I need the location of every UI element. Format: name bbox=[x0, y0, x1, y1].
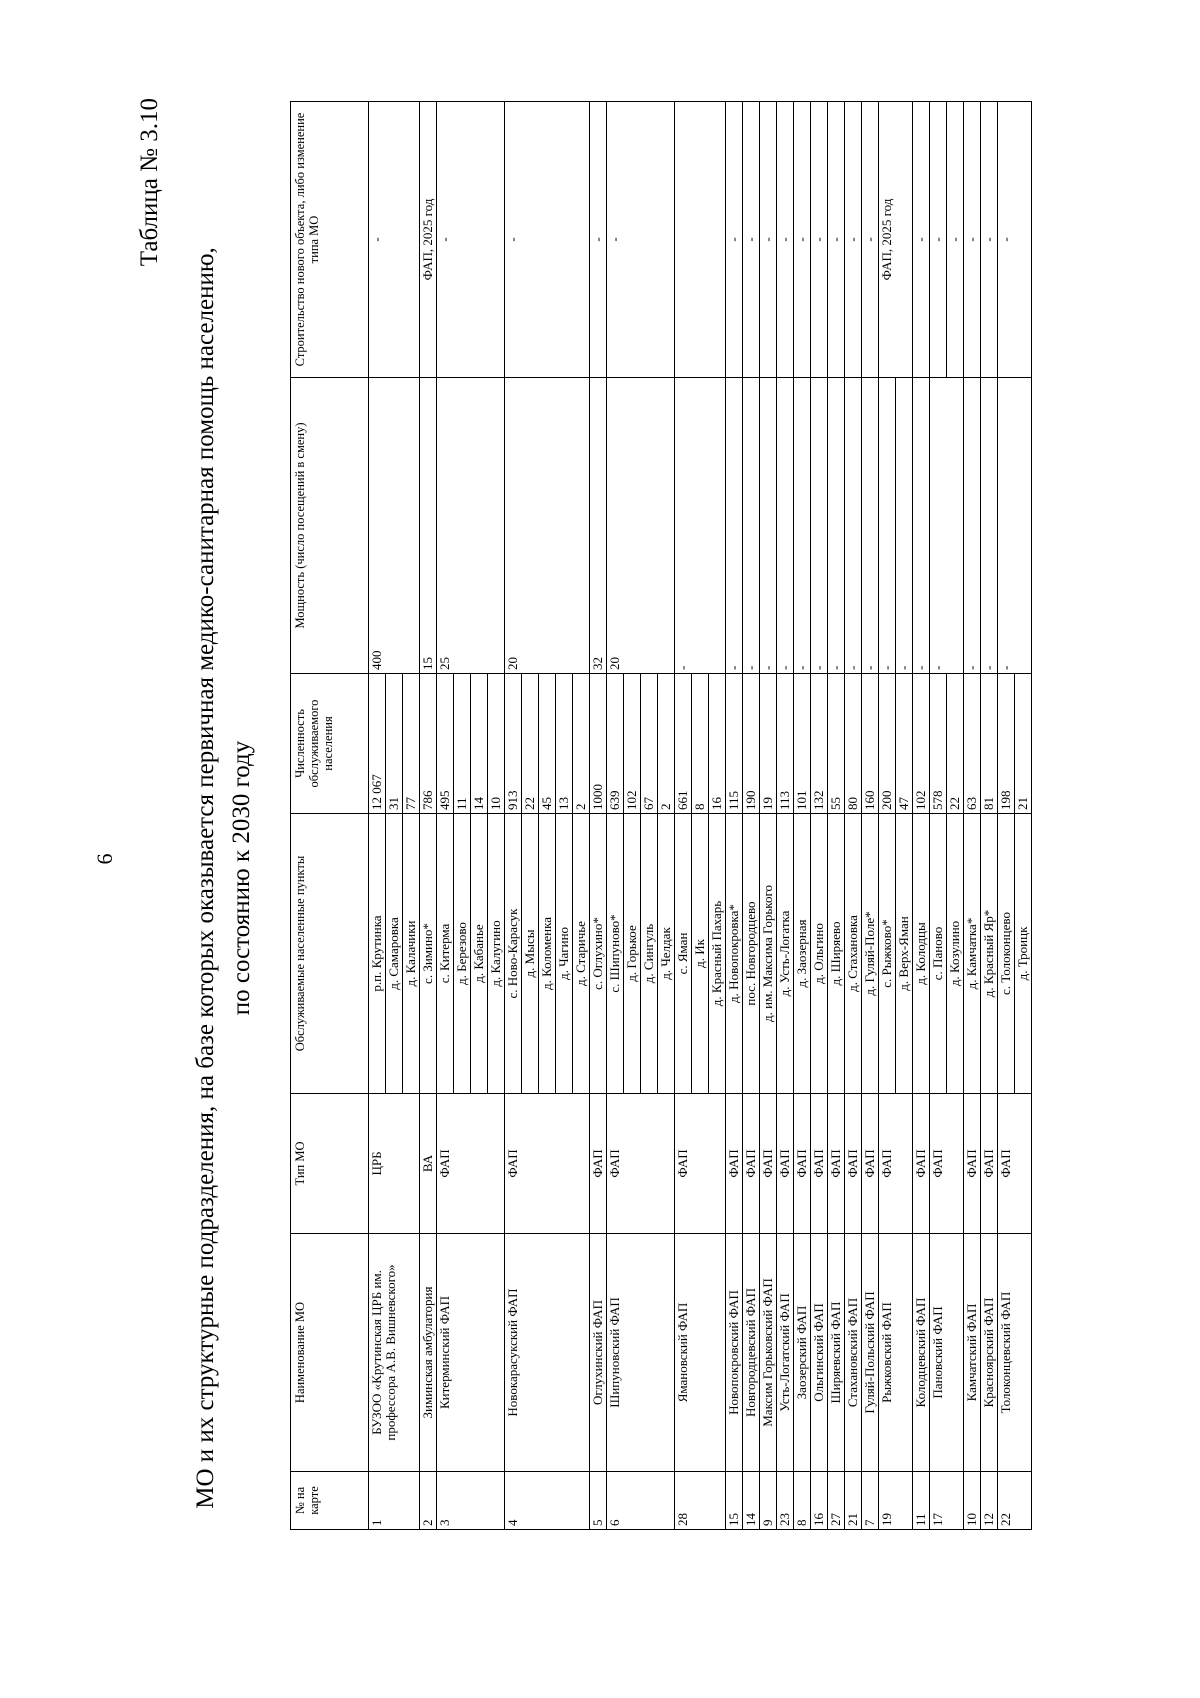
mo-name-cell: Новокарасукский ФАП bbox=[505, 1234, 590, 1472]
capacity-cell: - bbox=[811, 378, 828, 674]
mo-type-cell: ФАП bbox=[845, 1094, 862, 1234]
mo-name-cell: Ширяевский ФАП bbox=[828, 1234, 845, 1472]
mo-name-cell: Оглухинский ФАП bbox=[590, 1234, 607, 1472]
mo-type-cell: ФАП bbox=[726, 1094, 743, 1234]
header-points: Обслуживаемые населенные пункты bbox=[291, 814, 369, 1094]
construction-cell: ФАП, 2025 год bbox=[420, 102, 437, 378]
population-cell: 67 bbox=[641, 674, 658, 814]
population-cell: 198 bbox=[998, 674, 1015, 814]
population-cell: 12 067 bbox=[369, 674, 386, 814]
population-cell: 31 bbox=[386, 674, 403, 814]
table-body bbox=[369, 102, 1032, 1530]
table-row bbox=[675, 102, 692, 1530]
construction-cell: - bbox=[981, 102, 998, 378]
population-cell: 63 bbox=[964, 674, 981, 814]
construction-cell: - bbox=[811, 102, 828, 378]
settlement-cell: с. Паново bbox=[930, 814, 947, 1094]
mo-name-cell: Новопокровский ФАП bbox=[726, 1234, 743, 1472]
settlement-cell: д. Самаровка bbox=[386, 814, 403, 1094]
capacity-cell: - bbox=[896, 378, 913, 674]
capacity-cell: - bbox=[913, 378, 930, 674]
settlement-cell: д. Ширяево bbox=[828, 814, 845, 1094]
construction-cell: - bbox=[760, 102, 777, 378]
settlement-cell: р.п. Крутинка bbox=[369, 814, 386, 1094]
settlement-cell: д. Верх-Яман bbox=[896, 814, 913, 1094]
capacity-cell: 32 bbox=[590, 378, 607, 674]
map-number-cell: 16 bbox=[811, 1472, 828, 1530]
capacity-cell: 20 bbox=[505, 378, 590, 674]
settlement-cell: д. Троицк bbox=[1015, 814, 1032, 1094]
table-row bbox=[743, 102, 760, 1530]
construction-cell: - bbox=[828, 102, 845, 378]
construction-cell: ФАП, 2025 год bbox=[879, 102, 913, 378]
table-row bbox=[726, 102, 743, 1530]
settlement-cell: д. Кабанье bbox=[471, 814, 488, 1094]
table-title bbox=[188, 98, 260, 1658]
map-number-cell: 2 bbox=[420, 1472, 437, 1530]
table-row bbox=[437, 102, 454, 1530]
mo-name-cell: Зиминская амбулатория bbox=[420, 1234, 437, 1472]
population-cell: 190 bbox=[743, 674, 760, 814]
table-row bbox=[607, 102, 624, 1530]
map-number-cell: 5 bbox=[590, 1472, 607, 1530]
construction-cell: - bbox=[505, 102, 590, 378]
construction-cell: - bbox=[794, 102, 811, 378]
table-number: Таблица № 3.10 bbox=[136, 98, 163, 267]
settlement-cell: д. Красный Яр* bbox=[981, 814, 998, 1094]
construction-cell: - bbox=[726, 102, 743, 378]
capacity-cell: - bbox=[879, 378, 896, 674]
population-cell: 102 bbox=[624, 674, 641, 814]
page-number: 6 bbox=[92, 853, 117, 865]
header-type: Тип МО bbox=[291, 1094, 369, 1234]
mo-name-cell: Стахановский ФАП bbox=[845, 1234, 862, 1472]
construction-cell: - bbox=[437, 102, 505, 378]
map-number-cell: 4 bbox=[505, 1472, 590, 1530]
mo-type-cell: ФАП bbox=[743, 1094, 760, 1234]
map-number-cell: 22 bbox=[998, 1472, 1032, 1530]
mo-type-cell: ЦРБ bbox=[369, 1094, 420, 1234]
title-line-2: по состоянию к 2030 году bbox=[228, 740, 255, 1016]
population-cell: 8 bbox=[692, 674, 709, 814]
map-number-cell: 10 bbox=[964, 1472, 981, 1530]
population-cell: 14 bbox=[471, 674, 488, 814]
table-row bbox=[828, 102, 845, 1530]
settlement-cell: с. Шипуново* bbox=[607, 814, 624, 1094]
population-cell: 578 bbox=[930, 674, 947, 814]
construction-cell: - bbox=[845, 102, 862, 378]
capacity-cell: - bbox=[675, 378, 726, 674]
construction-cell: - bbox=[913, 102, 930, 378]
population-cell: 160 bbox=[862, 674, 879, 814]
capacity-cell: - bbox=[743, 378, 760, 674]
header-num: № на карте bbox=[291, 1472, 369, 1530]
table-row bbox=[879, 102, 896, 1530]
settlement-cell: с. Оглухино* bbox=[590, 814, 607, 1094]
capacity-cell: - bbox=[862, 378, 879, 674]
settlement-cell: д. Горькое bbox=[624, 814, 641, 1094]
settlement-cell: д. Челдак bbox=[658, 814, 675, 1094]
mo-type-cell: ФАП bbox=[981, 1094, 998, 1234]
population-cell: 113 bbox=[777, 674, 794, 814]
settlement-cell: д. Ольгино bbox=[811, 814, 828, 1094]
population-cell: 913 bbox=[505, 674, 522, 814]
map-number-cell: 6 bbox=[607, 1472, 675, 1530]
header-capacity: Мощность (число посещений в смену) bbox=[291, 378, 369, 674]
construction-cell: - bbox=[862, 102, 879, 378]
settlement-cell: с. Ново-Карасук bbox=[505, 814, 522, 1094]
construction-cell: - bbox=[964, 102, 981, 378]
mo-name-cell: Максим Горьковский ФАП bbox=[760, 1234, 777, 1472]
mo-name-cell: Камчатский ФАП bbox=[964, 1234, 981, 1472]
map-number-cell: 27 bbox=[828, 1472, 845, 1530]
mo-type-cell: ВА bbox=[420, 1094, 437, 1234]
settlement-cell: д. Мысы bbox=[522, 814, 539, 1094]
population-cell: 16 bbox=[709, 674, 726, 814]
population-cell: 22 bbox=[947, 674, 964, 814]
settlement-cell: д. Калугино bbox=[488, 814, 505, 1094]
capacity-cell: - bbox=[794, 378, 811, 674]
settlement-cell: д. Калачики bbox=[403, 814, 420, 1094]
construction-cell: - bbox=[998, 102, 1032, 378]
map-number-cell: 11 bbox=[913, 1472, 930, 1530]
settlement-cell: с. Толоконцево bbox=[998, 814, 1015, 1094]
population-cell: 81 bbox=[981, 674, 998, 814]
mo-name-cell: Новгородцевский ФАП bbox=[743, 1234, 760, 1472]
settlement-cell: д. Камчатка* bbox=[964, 814, 981, 1094]
mo-type-cell: ФАП bbox=[913, 1094, 930, 1234]
mo-type-cell: ФАП bbox=[590, 1094, 607, 1234]
table-row bbox=[930, 102, 947, 1530]
mo-type-cell: ФАП bbox=[811, 1094, 828, 1234]
mo-type-cell: ФАП bbox=[794, 1094, 811, 1234]
population-cell: 10 bbox=[488, 674, 505, 814]
population-cell: 2 bbox=[573, 674, 590, 814]
settlement-cell: д. Березово bbox=[454, 814, 471, 1094]
population-cell: 495 bbox=[437, 674, 454, 814]
capacity-cell: 20 bbox=[607, 378, 675, 674]
population-cell: 101 bbox=[794, 674, 811, 814]
map-number-cell: 23 bbox=[777, 1472, 794, 1530]
mo-type-cell: ФАП bbox=[777, 1094, 794, 1234]
map-number-cell: 21 bbox=[845, 1472, 862, 1530]
population-cell: 786 bbox=[420, 674, 437, 814]
mo-name-cell: Колодцевский ФАП bbox=[913, 1234, 930, 1472]
capacity-cell: - bbox=[981, 378, 998, 674]
table-row bbox=[369, 102, 386, 1530]
mo-type-cell: ФАП bbox=[862, 1094, 879, 1234]
settlement-cell: д. Гуляй-Поле* bbox=[862, 814, 879, 1094]
mo-type-cell: ФАП bbox=[675, 1094, 726, 1234]
population-cell: 661 bbox=[675, 674, 692, 814]
capacity-cell: - bbox=[998, 378, 1032, 674]
settlement-cell: с. Яман bbox=[675, 814, 692, 1094]
population-cell: 47 bbox=[896, 674, 913, 814]
construction-cell: - bbox=[369, 102, 420, 378]
table-row bbox=[981, 102, 998, 1530]
mo-type-cell: ФАП bbox=[998, 1094, 1032, 1234]
settlement-cell: д. Красный Пахарь bbox=[709, 814, 726, 1094]
map-number-cell: 1 bbox=[369, 1472, 420, 1530]
population-cell: 77 bbox=[403, 674, 420, 814]
construction-cell bbox=[675, 102, 726, 378]
population-cell: 132 bbox=[811, 674, 828, 814]
settlement-cell: д. Заозерная bbox=[794, 814, 811, 1094]
construction-cell: - bbox=[607, 102, 675, 378]
mo-type-cell: ФАП bbox=[437, 1094, 505, 1234]
map-number-cell: 17 bbox=[930, 1472, 964, 1530]
population-cell: 1000 bbox=[590, 674, 607, 814]
rotated-sheet bbox=[128, 98, 1128, 1658]
map-number-cell: 15 bbox=[726, 1472, 743, 1530]
table-row bbox=[760, 102, 777, 1530]
settlement-cell: д. Новопокровка* bbox=[726, 814, 743, 1094]
settlement-cell: д. Козулино bbox=[947, 814, 964, 1094]
table-row bbox=[862, 102, 879, 1530]
settlement-cell: д. Старичье bbox=[573, 814, 590, 1094]
population-cell: 22 bbox=[522, 674, 539, 814]
capacity-cell: 15 bbox=[420, 378, 437, 674]
capacity-cell: 25 bbox=[437, 378, 505, 674]
table-row bbox=[811, 102, 828, 1530]
population-cell: 19 bbox=[760, 674, 777, 814]
population-cell: 200 bbox=[879, 674, 896, 814]
settlement-cell: д. Стахановка bbox=[845, 814, 862, 1094]
population-cell: 45 bbox=[539, 674, 556, 814]
mo-name-cell: Заозерский ФАП bbox=[794, 1234, 811, 1472]
map-number-cell: 9 bbox=[760, 1472, 777, 1530]
construction-cell: - bbox=[590, 102, 607, 378]
title-line-1: МО и их структурные подразделения, на базе которых оказывается первичная медико-санитарная помощь населению, bbox=[192, 247, 219, 1509]
table-header-row bbox=[291, 102, 369, 1530]
mo-name-cell: Ямановский ФАП bbox=[675, 1234, 726, 1472]
table-row bbox=[964, 102, 981, 1530]
table-row bbox=[913, 102, 930, 1530]
capacity-cell: - bbox=[964, 378, 981, 674]
capacity-cell: 400 bbox=[369, 378, 420, 674]
settlement-cell: с. Китерма bbox=[437, 814, 454, 1094]
header-name: Наименование МО bbox=[291, 1234, 369, 1472]
map-number-cell: 7 bbox=[862, 1472, 879, 1530]
mo-name-cell: Шипуновский ФАП bbox=[607, 1234, 675, 1472]
table-row bbox=[777, 102, 794, 1530]
mo-name-cell: Красноярский ФАП bbox=[981, 1234, 998, 1472]
map-number-cell: 8 bbox=[794, 1472, 811, 1530]
mo-name-cell: Гуляй-Польский ФАП bbox=[862, 1234, 879, 1472]
population-cell: 2 bbox=[658, 674, 675, 814]
map-number-cell: 12 bbox=[981, 1472, 998, 1530]
map-number-cell: 19 bbox=[879, 1472, 913, 1530]
mo-name-cell: Рыжковский ФАП bbox=[879, 1234, 913, 1472]
table-row bbox=[590, 102, 607, 1530]
table-row bbox=[998, 102, 1015, 1530]
mo-name-cell: Усть-Логатский ФАП bbox=[777, 1234, 794, 1472]
population-cell: 13 bbox=[556, 674, 573, 814]
capacity-cell: - bbox=[930, 378, 964, 674]
map-number-cell: 14 bbox=[743, 1472, 760, 1530]
population-cell: 80 bbox=[845, 674, 862, 814]
mo-type-cell: ФАП bbox=[879, 1094, 913, 1234]
population-cell: 11 bbox=[454, 674, 471, 814]
population-cell: 21 bbox=[1015, 674, 1032, 814]
mo-type-cell: ФАП bbox=[930, 1094, 964, 1234]
table-row bbox=[505, 102, 522, 1530]
settlement-cell: д. Усть-Логатка bbox=[777, 814, 794, 1094]
table-row bbox=[794, 102, 811, 1530]
settlement-cell: д. Чагино bbox=[556, 814, 573, 1094]
mo-type-cell: ФАП bbox=[760, 1094, 777, 1234]
mo-type-cell: ФАП bbox=[964, 1094, 981, 1234]
mo-name-cell: Пановский ФАП bbox=[930, 1234, 964, 1472]
capacity-cell: - bbox=[828, 378, 845, 674]
population-cell: 55 bbox=[828, 674, 845, 814]
header-population: Численность обслуживаемого населения bbox=[291, 674, 369, 814]
mo-type-cell: ФАП bbox=[607, 1094, 675, 1234]
mo-name-cell: Китерминский ФАП bbox=[437, 1234, 505, 1472]
capacity-cell: - bbox=[726, 378, 743, 674]
capacity-cell: - bbox=[845, 378, 862, 674]
settlement-cell: пос. Новгородцево bbox=[743, 814, 760, 1094]
map-number-cell: 28 bbox=[675, 1472, 726, 1530]
settlement-cell: д. им. Максима Горького bbox=[760, 814, 777, 1094]
settlement-cell: с. Рыжково* bbox=[879, 814, 896, 1094]
map-number-cell: 3 bbox=[437, 1472, 505, 1530]
settlement-cell: д. Колодцы bbox=[913, 814, 930, 1094]
medical-organizations-table bbox=[290, 101, 1032, 1530]
mo-name-cell: Толоконцевский ФАП bbox=[998, 1234, 1032, 1472]
population-cell: 639 bbox=[607, 674, 624, 814]
construction-cell: - bbox=[777, 102, 794, 378]
settlement-cell: с. Зимино* bbox=[420, 814, 437, 1094]
mo-name-cell: Ольгинский ФАП bbox=[811, 1234, 828, 1472]
population-cell: 102 bbox=[913, 674, 930, 814]
mo-name-cell: БУЗОО «Крутинская ЦРБ им. профессора А.В. Вишневского» bbox=[369, 1234, 420, 1472]
construction-cell: - bbox=[743, 102, 760, 378]
header-build: Строительство нового объекта, либо изменение типа МО bbox=[291, 102, 369, 378]
population-cell: 115 bbox=[726, 674, 743, 814]
construction-cell: - bbox=[930, 102, 947, 378]
table-row bbox=[420, 102, 437, 1530]
mo-type-cell: ФАП bbox=[828, 1094, 845, 1234]
settlement-cell: д. Коломенка bbox=[539, 814, 556, 1094]
mo-type-cell: ФАП bbox=[505, 1094, 590, 1234]
settlement-cell: д. Ик bbox=[692, 814, 709, 1094]
capacity-cell: - bbox=[777, 378, 794, 674]
construction-cell: - bbox=[947, 102, 964, 378]
table-row bbox=[845, 102, 862, 1530]
capacity-cell: - bbox=[760, 378, 777, 674]
settlement-cell: д. Сингуль bbox=[641, 814, 658, 1094]
